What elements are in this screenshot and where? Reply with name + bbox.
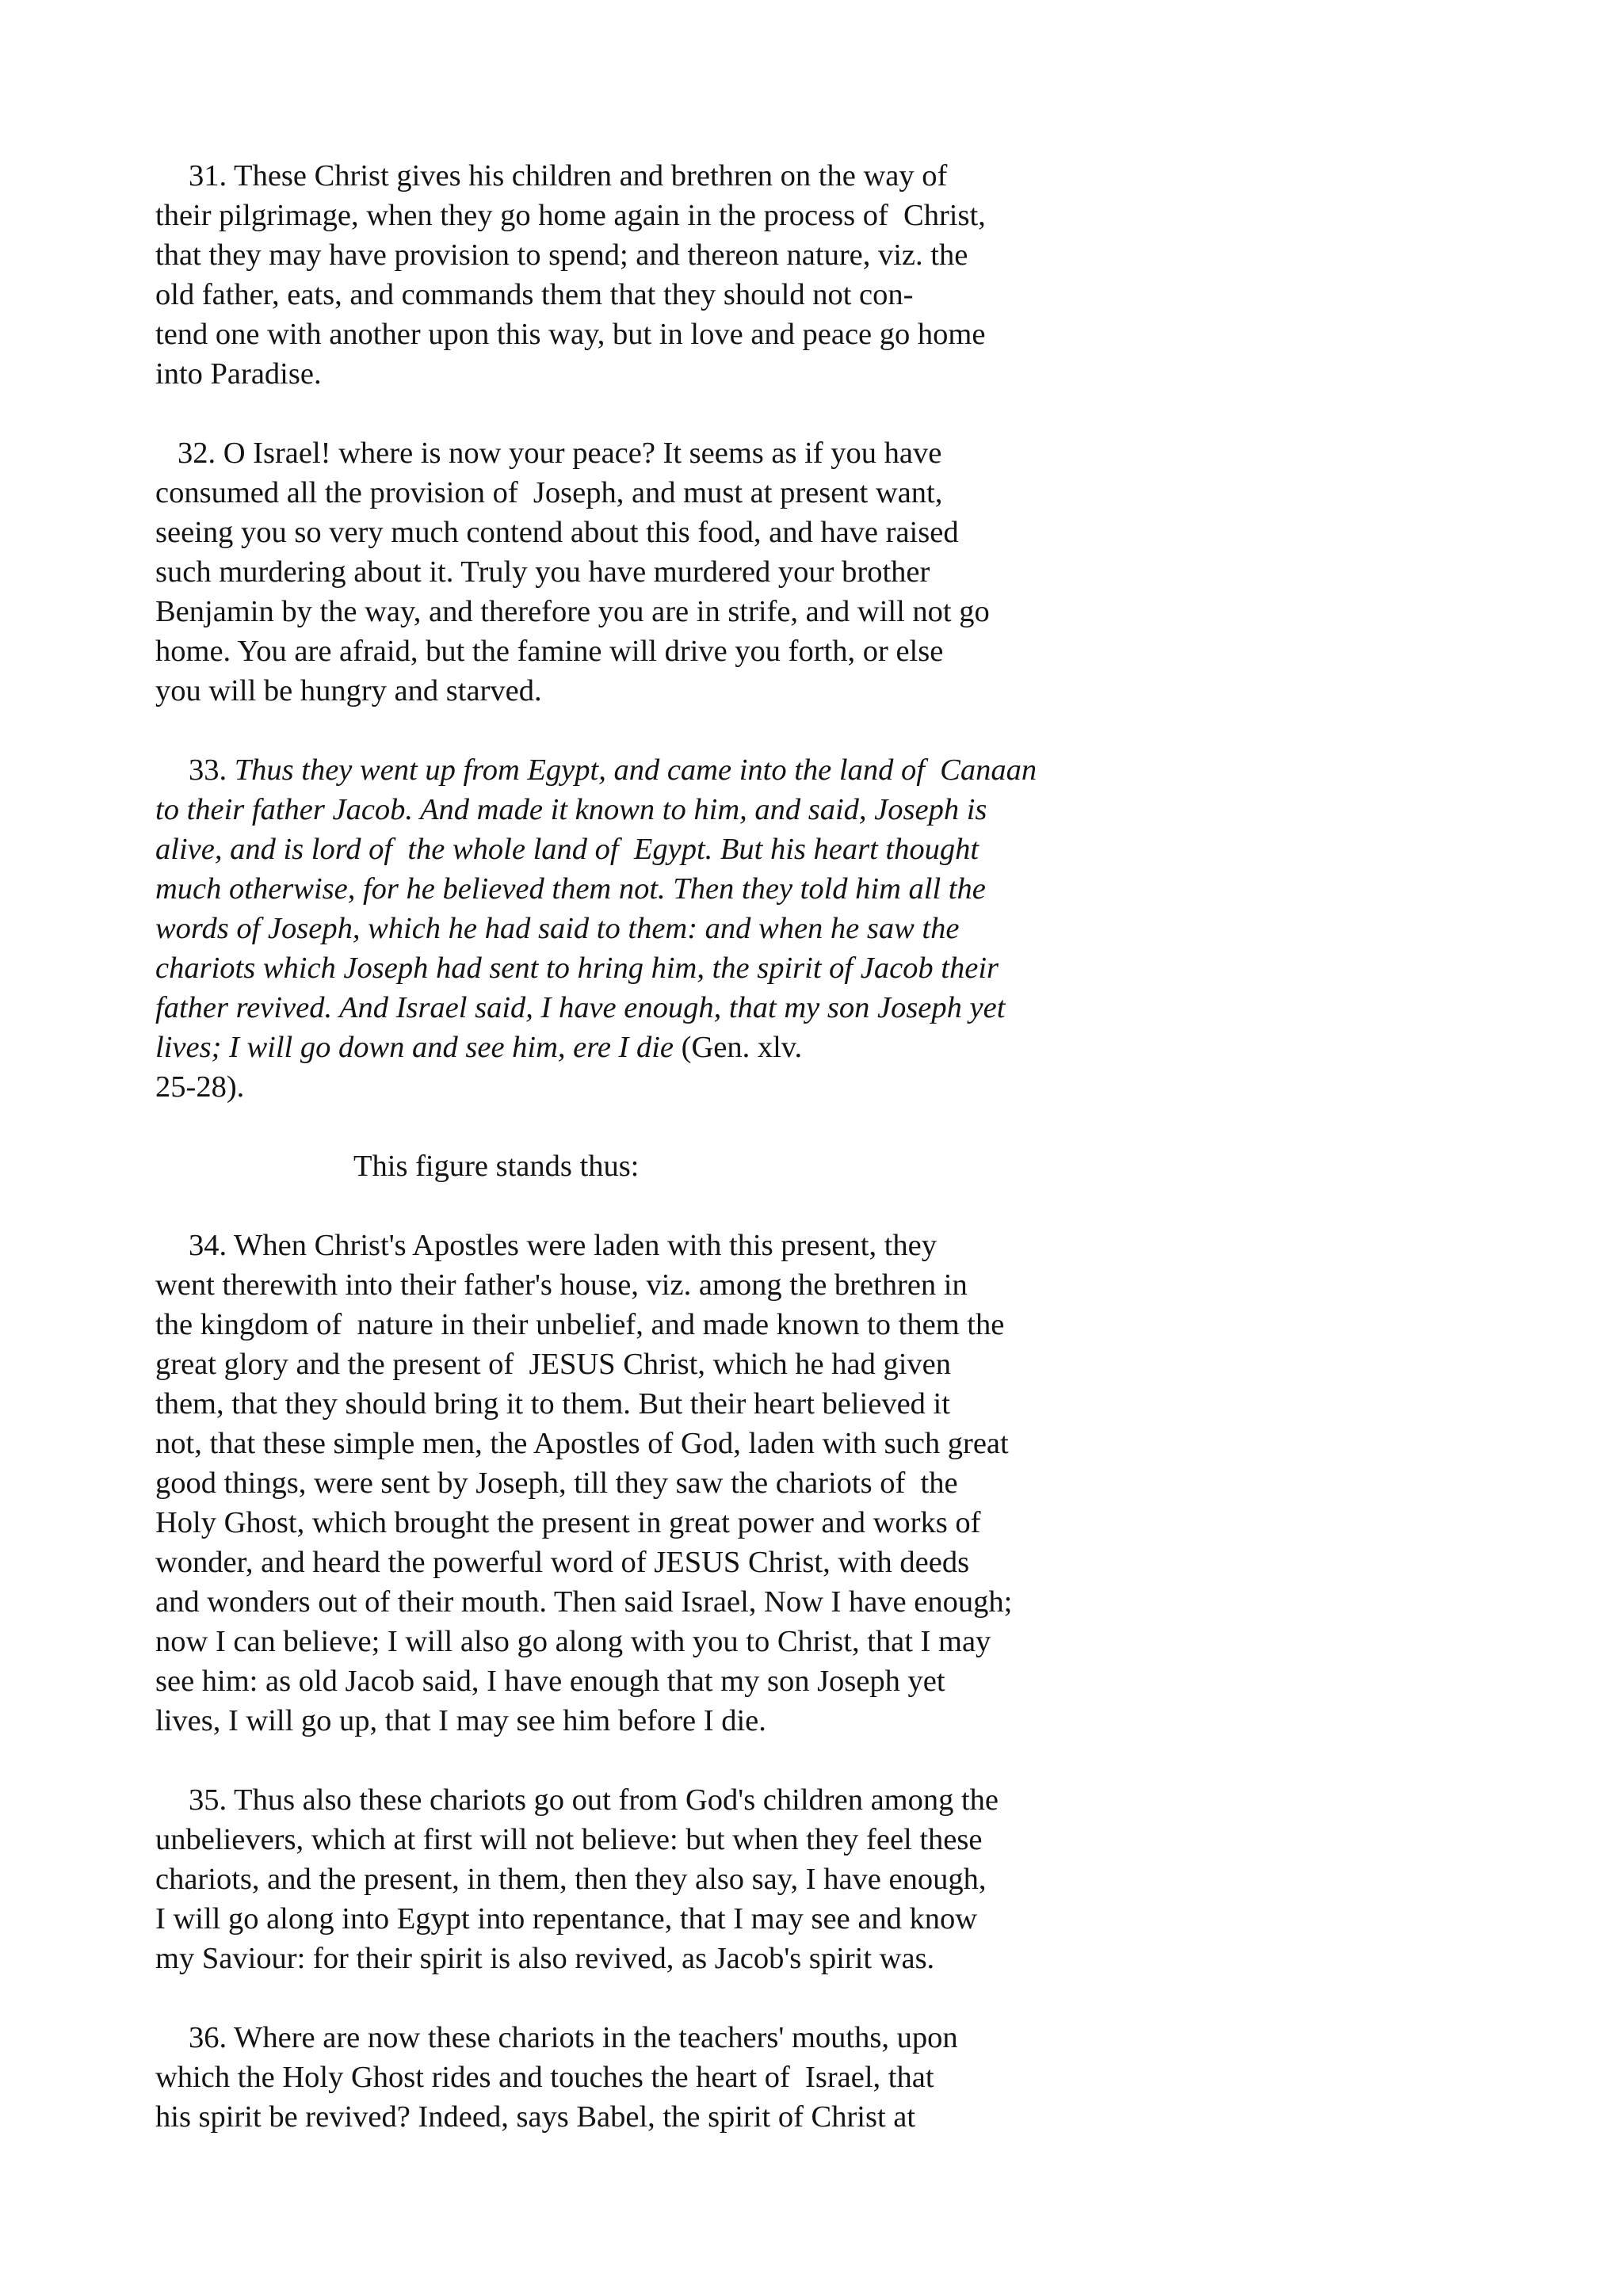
text-line: home. You are afraid, but the famine will drive you forth, or else <box>155 635 944 668</box>
text-line: now I can believe; I will also go along with you to Christ, that I may <box>155 1625 991 1658</box>
scripture-quote-line: chariots which Joseph had sent to hring him, the spirit of Jacob their <box>155 952 999 985</box>
text-line: old father, eats, and commands them that they should not con- <box>155 278 914 311</box>
text-line: my Saviour: for their spirit is also revived, as Jacob's spirit was. <box>155 1942 935 1975</box>
text-line: wonder, and heard the powerful word of JESUS Christ, with deeds <box>155 1546 970 1579</box>
scripture-quote: lives; I will go down and see him, ere I die <box>155 1031 674 1064</box>
text-line: lives, I will go up, that I may see him before I die. <box>155 1704 766 1737</box>
text-line: the kingdom of nature in their unbelief, and made known to them the <box>155 1308 1005 1341</box>
text-line: seeing you so very much contend about this food, and have raised <box>155 516 959 549</box>
text-line: see him: as old Jacob said, I have enough that my son Joseph yet <box>155 1665 945 1698</box>
paragraph-32 <box>155 433 1154 711</box>
text-line: chariots, and the present, in them, then they also say, I have enough, <box>155 1863 987 1896</box>
text-line: them, that they should bring it to them. But their heart believed it <box>155 1387 950 1421</box>
text-line: went therewith into their father's house, viz. among the brethren in <box>155 1268 968 1302</box>
citation: (Gen. xlv. <box>674 1031 803 1064</box>
text-line: 34. When Christ's Apostles were laden with this present, they <box>189 1229 937 1262</box>
scripture-quote-line: words of Joseph, which he had said to them: and when he saw the <box>155 912 960 945</box>
text-line: consumed all the provision of Joseph, and must at present want, <box>155 476 943 509</box>
heading-text: This figure stands thus: <box>353 1150 640 1183</box>
paragraph-35 <box>155 1780 1154 1978</box>
paragraph-31 <box>155 156 1154 394</box>
text-line: 31. These Christ gives his children and brethren on the way of <box>189 159 948 193</box>
text-line: tend one with another upon this way, but in love and peace go home <box>155 318 986 351</box>
paragraph-number: 33. <box>189 753 235 787</box>
text-line: good things, were sent by Joseph, till they saw the chariots of the <box>155 1466 958 1500</box>
text-line: his spirit be revived? Indeed, says Babel, the spirit of Christ at <box>155 2100 916 2134</box>
paragraph-36 <box>155 2018 1154 2137</box>
scripture-quote: Thus they went up from Egypt, and came into the land of Canaan <box>234 753 1037 787</box>
text-line <box>155 750 1154 790</box>
text-line: into Paradise. <box>155 357 322 391</box>
text-line: which the Holy Ghost rides and touches the heart of Israel, that <box>155 2061 934 2094</box>
scripture-quote-line: to their father Jacob. And made it known to him, and said, Joseph is <box>155 793 987 826</box>
text-line: unbelievers, which at first will not believe: but when they feel these <box>155 1823 983 1856</box>
text-line: Benjamin by the way, and therefore you are in strife, and will not go <box>155 595 990 628</box>
text-line: Holy Ghost, which brought the present in great power and works of <box>155 1506 981 1539</box>
scripture-quote-line: alive, and is lord of the whole land of Egypt. But his heart thought <box>155 833 980 866</box>
paragraph-34 <box>155 1226 1154 1741</box>
scripture-quote-line: father revived. And Israel said, I have enough, that my son Joseph yet <box>155 991 1006 1024</box>
text-line: 36. Where are now these chariots in the teachers' mouths, upon <box>189 2021 958 2054</box>
text-line: not, that these simple men, the Apostles of God, laden with such great <box>155 1427 1009 1460</box>
section-heading <box>353 1146 908 1186</box>
text-line: you will be hungry and starved. <box>155 674 542 707</box>
text-line: I will go along into Egypt into repentance, that I may see and know <box>155 1902 978 1936</box>
text-line: such murdering about it. Truly you have murdered your brother <box>155 555 930 589</box>
paragraph-33 <box>155 750 1154 1107</box>
text-line: 32. O Israel! where is now your peace? It seems as if you have <box>178 437 942 470</box>
text-line: great glory and the present of JESUS Christ, which he had given <box>155 1348 952 1381</box>
text-line: 35. Thus also these chariots go out from God's children among the <box>189 1783 999 1817</box>
text-line: that they may have provision to spend; and thereon nature, viz. the <box>155 238 968 272</box>
text-line <box>155 1028 1154 1067</box>
text-line: their pilgrimage, when they go home again in the process of Christ, <box>155 199 986 232</box>
citation: 25-28). <box>155 1070 245 1104</box>
scripture-quote-line: much otherwise, for he believed them not. Then they told him all the <box>155 872 986 906</box>
text-line: and wonders out of their mouth. Then said Israel, Now I have enough; <box>155 1585 1013 1619</box>
